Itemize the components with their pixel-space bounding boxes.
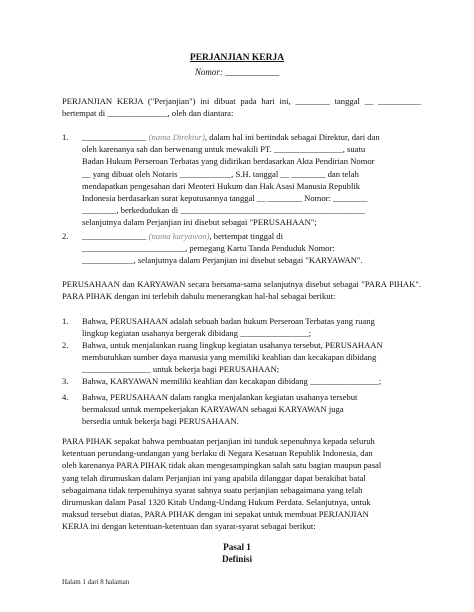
party-line: _______________ (nama Direktur), dalam hal ini bertindak sebagai Direktur, dari dan [82,132,380,142]
party-line: Indonesia berdasarkan surat keputusannya tanggal __ ________ Nomor: ________ [82,193,368,204]
recital-item [62,339,421,376]
recital-item [62,391,421,428]
recital-line: bermaksud untuk mempekerjakan KARYAWAN sebagai KARYAWAN juga [82,404,344,415]
document-number: Nomor: ____________ [194,67,280,77]
recital-number: 1. [62,316,69,326]
closing-line: maksud tersebut diatas, PARA PIHAK dengan ini sepakat untuk membuat PERJANJIAN [62,509,369,520]
closing-line: oleh karenanya PARA PIHAK tidak akan mengesampingkan salah satu bagian maupun pasal [62,460,382,471]
recital-text [82,375,421,387]
recital-text [82,339,421,376]
closing-line: sebagaimana tidak terpenuhinya syarat sahnya suatu perjanjian sebagaimana yang telah [62,484,363,495]
closing-paragraph [62,435,421,533]
recital-text [82,315,421,339]
party-line: oleh karenanya sah dan berwenang untuk mewakili PT. ________________, suatu [82,144,366,155]
pasal-title: Definisi [221,554,253,564]
party-number: 1. [62,132,69,142]
pasal-number: Pasal 1 [223,542,251,552]
party-line: ________________________, pemegang Kartu Tanda Penduduk Nomor: [82,243,335,254]
recital-text [82,391,421,428]
party-item [62,131,421,229]
placeholder-hint: (nama karyawan) [148,231,210,241]
party-text [82,230,421,267]
recital-line: ________________ untuk bekerja bagi PERUSAHAAN; [82,364,280,375]
document-title: PERJANJIAN KERJA [189,53,285,63]
party-line: __ yang dibuat oleh Notaris ____________, S.H. tanggal __ ________ dan telah [82,168,359,179]
recital-line: bersedia untuk bekerja bagi PERUSAHAAN. [82,416,239,427]
recital-line: lingkup kegiatan usahanya bergerak dibidang ________________; [82,328,312,339]
recital-line: Bahwa, untuk menjalankan ruang lingkup kegiatan usahanya tersebut, PERUSAHAAN [82,340,383,350]
recital-line: Bahwa, PERUSAHAAN dalam rangka menjalankan kegiatan usahanya tersebut [82,392,358,402]
para-pihak-paragraph: PERUSAHAAN dan KARYAWAN secara bersama-sama selanjutnya disebut sebagai "PARA PIHAK". PARA PIHAK dengan ini terlebih dahulu menerangkan hal-hal sebagai berikut: [62,279,421,302]
party-line: ____________, selanjutnya dalam Perjanjian ini disebut sebagai "KARYAWAN". [82,255,363,266]
closing-line: KERJA ini dengan ketentuan-ketentuan dan syarat-syarat sebagai berikut: [62,521,316,532]
party-line: mendapatkan pengesahan dari Menteri Hukum dan Hak Asasi Manusia Republik [82,180,361,191]
page-footer: Halam 1 dari 8 halaman [62,578,130,586]
closing-line: ketentuan perundang-undangan yang berlaku di Negara Kesatuan Republik Indonesia, dan [62,448,373,459]
closing-line: dirumuskan dalam Pasal 1320 Kitab Undang-Undang Hukum Perdata. Selanjutnya, untuk [62,497,371,508]
recital-number: 3. [62,376,69,386]
pasal-heading [0,541,474,565]
party-number: 2. [62,231,69,241]
recital-number: 2. [62,340,69,350]
recital-item [62,315,421,339]
recital-line: membutuhkan sumber daya manusia yang memiliki keahlian dan kecakapan dibidang [82,352,377,363]
party-line: selanjutnya dalam Perjanjian ini disebut sebagai "PERUSAHAAN"; [82,217,317,228]
party-line: Badan Hukum Perseroan Terbatas yang didirikan berdasarkan Akta Pendirian Nomor [82,156,375,167]
closing-line: yang telah dirumuskan dalam Perjanjian ini yang apabila dilanggar dapat berakibat batal [62,472,366,483]
recital-line: Bahwa, KARYAWAN memiliki keahlian dan kecakapan dibidang ________________; [82,376,382,386]
opening-paragraph: PERJANJIAN KERJA ("Perjanjian") ini dibuat pada hari ini, ________ tanggal __ __________ bertempat di ______________, oleh dan diantara: [62,96,421,119]
party-item [62,230,421,267]
party-line: ________, berkedudukan di ___________________________________________ [82,205,366,216]
party-text [82,131,421,229]
party-line: _______________ (nama karyawan), bertempat tinggal di [82,231,283,241]
recital-line: Bahwa, PERUSAHAAN adalah sebuah badan hukum Perseroan Terbatas yang ruang [82,316,375,326]
placeholder-hint: (nama Direktur) [148,132,205,142]
closing-line: PARA PIHAK sepakat bahwa pembuatan perjanjian ini tunduk sepenuhnya kepada seluruh [62,436,375,446]
recital-number: 4. [62,392,69,402]
recital-item [62,375,421,387]
